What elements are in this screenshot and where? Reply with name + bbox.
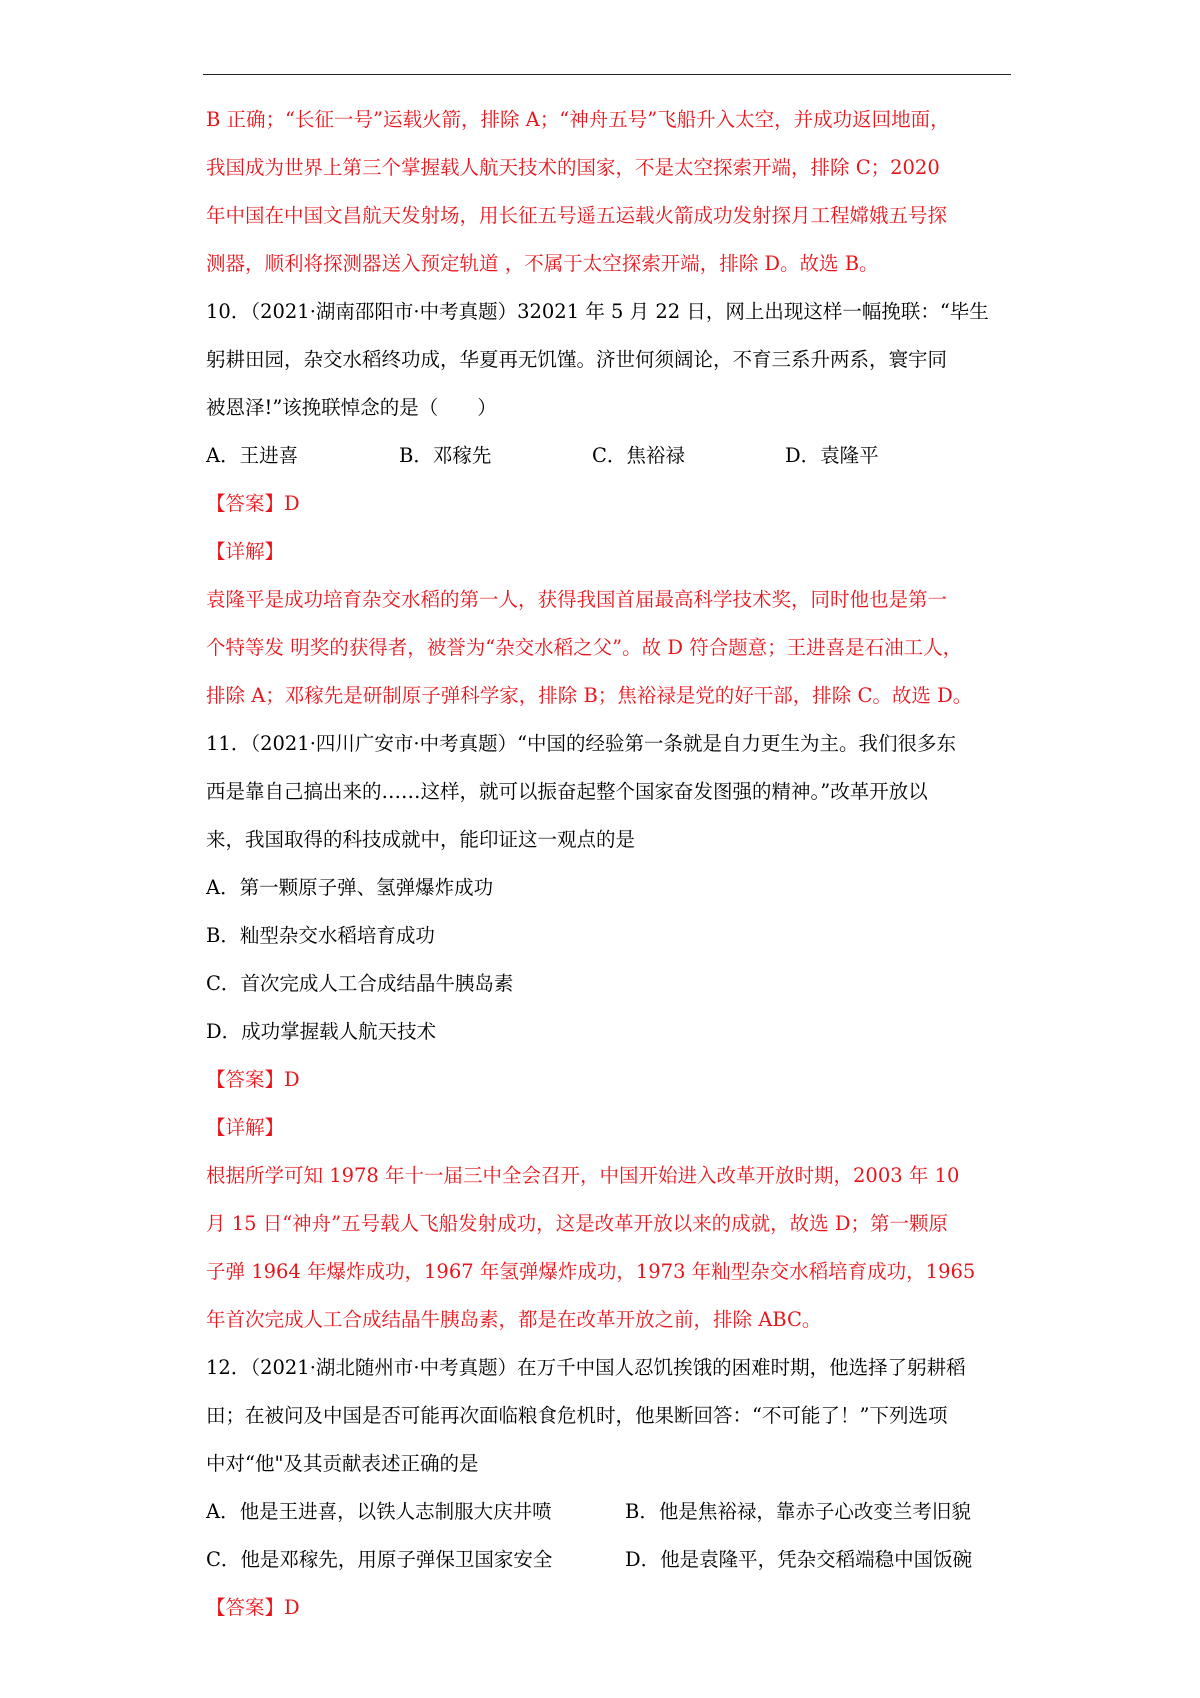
question-stem-line: 12．（2021·湖北随州市·中考真题）在万千中国人忍饥挨饿的困难时期，他选择了躬耕稻 — [206, 1356, 966, 1379]
option-b: B．邓稼先 — [399, 444, 492, 467]
question-stem-line: 中对“他"及其贡献表述正确的是 — [206, 1452, 479, 1475]
detail-line: 根据所学可知 1978 年十一届三中全会召开，中国开始进入改革开放时期，2003 年 10 — [206, 1164, 960, 1187]
detail-line: 年首次完成人工合成结晶牛胰岛素，都是在改革开放之前，排除 ABC。 — [206, 1308, 822, 1331]
question-12 — [206, 1344, 1012, 1632]
question-11 — [206, 720, 1012, 1344]
question-stem-line: 来，我国取得的科技成就中，能印证这一观点的是 — [206, 828, 636, 851]
option-c: C．首次完成人工合成结晶牛胰岛素 — [206, 972, 514, 995]
question-stem-line: 被恩泽!”该挽联悼念的是（ ） — [206, 396, 497, 419]
question-stem-line: 田；在被问及中国是否可能再次面临粮食危机时，他果断回答：“不可能了！”下列选项 — [206, 1404, 948, 1427]
question-10 — [206, 288, 1012, 720]
page-content — [206, 96, 1012, 1632]
option-d: D．他是袁隆平，凭杂交稻端稳中国饭碗 — [625, 1548, 973, 1571]
answer-label: 【答案】D — [206, 492, 300, 515]
option-b: B．他是焦裕禄，靠赤子心改变兰考旧貌 — [625, 1500, 971, 1523]
explanation-line: 我国成为世界上第三个掌握载人航天技术的国家，不是太空探索开端，排除 C；2020 — [206, 156, 940, 179]
option-c: C．他是邓稼先，用原子弹保卫国家安全 — [206, 1548, 553, 1571]
question-stem-line: 西是靠自己搞出来的……这样，就可以振奋起整个国家奋发图强的精神。”改革开放以 — [206, 780, 928, 803]
option-d: D．成功掌握载人航天技术 — [206, 1020, 437, 1043]
detail-line: 月 15 日“神舟”五号载人飞船发射成功，这是改革开放以来的成就，故选 D；第一颗原 — [206, 1212, 948, 1235]
option-d: D．袁隆平 — [785, 444, 879, 467]
option-b: B．籼型杂交水稻培育成功 — [206, 924, 435, 947]
detail-line: 袁隆平是成功培育杂交水稻的第一人，获得我国首届最高科学技术奖，同时他也是第一 — [206, 588, 948, 611]
option-a: A．王进喜 — [206, 444, 299, 467]
explanation-line: 测器，顺利将探测器送入预定轨道 ，不属于太空探索开端，排除 D。故选 B。 — [206, 252, 879, 275]
question-stem-line: 躬耕田园，杂交水稻终功成，华夏再无饥馑。济世何须阔论，不育三系升两系，寰宇同 — [206, 348, 948, 371]
option-row — [206, 1488, 1012, 1536]
option-a: A．第一颗原子弹、氢弹爆炸成功 — [206, 876, 494, 899]
question-stem-line: 10．（2021·湖南邵阳市·中考真题）32021 年 5 月 22 日，网上出现这样一幅挽联：“毕生 — [206, 300, 989, 323]
option-a: A．他是王进喜，以铁人志制服大庆井喷 — [206, 1500, 552, 1523]
option-c: C．焦裕禄 — [592, 444, 685, 467]
answer-label: 【答案】D — [206, 1596, 300, 1619]
question-stem-line: 11．（2021·四川广安市·中考真题）“中国的经验第一条就是自力更生为主。我们很多东 — [206, 732, 957, 755]
explanation-line: B 正确；“长征一号”运载火箭，排除 A；“神舟五号”飞船升入太空，并成功返回地面， — [206, 108, 950, 131]
detail-line: 子弹 1964 年爆炸成功，1967 年氢弹爆炸成功，1973 年籼型杂交水稻培育成功，1965 — [206, 1260, 976, 1283]
q9-explanation — [206, 96, 1012, 288]
detail-line: 个特等发 明奖的获得者，被誉为“杂交水稻之父”。故 D 符合题意；王进喜是石油工人， — [206, 636, 963, 659]
answer-label: 【答案】D — [206, 1068, 300, 1091]
detail-line: 排除 A；邓稼先是研制原子弹科学家，排除 B；焦裕禄是党的好干部，排除 C。故选 D。 — [206, 684, 973, 707]
detail-label: 【详解】 — [206, 1116, 285, 1139]
option-row — [206, 432, 1012, 480]
option-row — [206, 1536, 1012, 1584]
header-rule — [203, 74, 1011, 75]
detail-label: 【详解】 — [206, 540, 285, 563]
explanation-line: 年中国在中国文昌航天发射场，用长征五号遥五运载火箭成功发射探月工程嫦娥五号探 — [206, 204, 948, 227]
